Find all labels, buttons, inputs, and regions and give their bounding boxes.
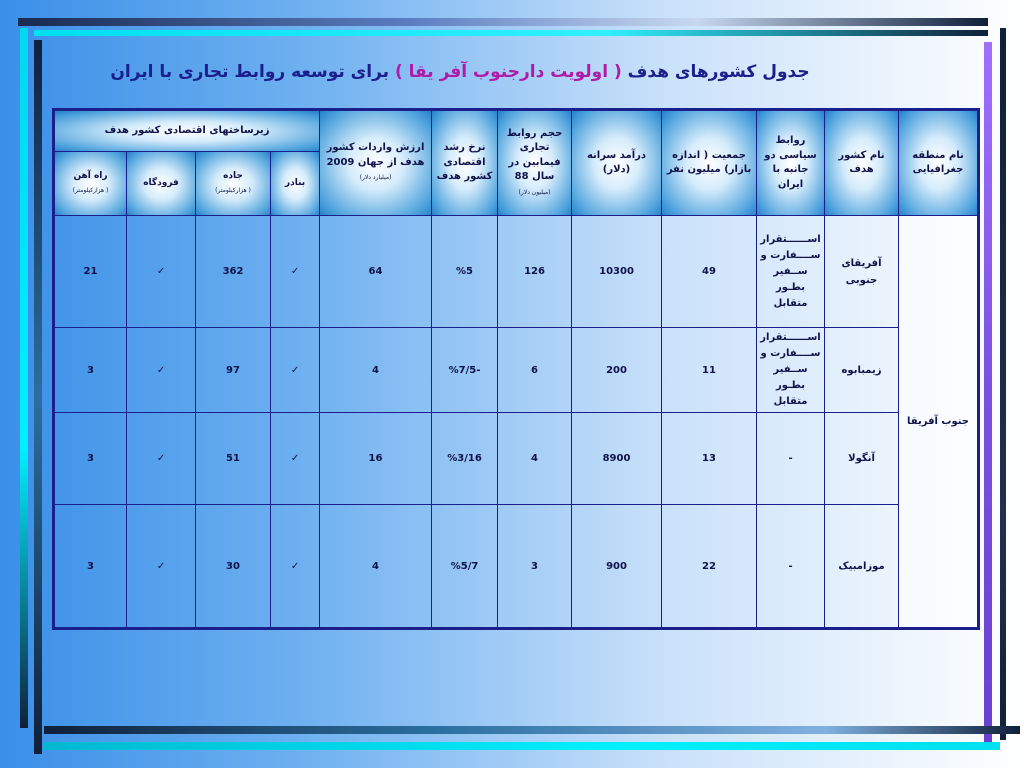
imports-cell: 4 xyxy=(320,505,432,629)
imports-cell: 4 xyxy=(320,328,432,413)
frame-bar-left-inner xyxy=(34,40,42,754)
frame-bar-right-inner xyxy=(984,42,992,742)
country-cell: زیمبابوه xyxy=(825,328,899,413)
income-cell: 10300 xyxy=(572,216,662,328)
table-row xyxy=(54,413,979,505)
population-cell: 49 xyxy=(662,216,757,328)
country-cell: موزامبیک xyxy=(825,505,899,629)
header-growth: نرخ رشد اقتصادی کشور هدف xyxy=(432,110,498,216)
trade-cell: 4 xyxy=(498,413,572,505)
table-row xyxy=(54,216,979,328)
ports-check-icon: ✓ xyxy=(271,328,320,413)
country-cell: آفریقای جنوبی xyxy=(825,216,899,328)
ports-check-icon: ✓ xyxy=(271,505,320,629)
page-title xyxy=(60,62,860,82)
frame-bar-left-outer xyxy=(20,28,28,728)
population-cell: 22 xyxy=(662,505,757,629)
airports-check-icon: ✓ xyxy=(127,328,196,413)
rail-cell: 3 xyxy=(54,328,127,413)
rail-cell: 3 xyxy=(54,413,127,505)
airports-check-icon: ✓ xyxy=(127,505,196,629)
relations-cell: اســــــتقرار ســــفارت و ســفیر بطـور متقابل xyxy=(757,216,825,328)
region-cell: جنوب آفریقا xyxy=(899,216,979,629)
header-trade-unit: (میلیون دلار) xyxy=(518,188,551,196)
table-row xyxy=(54,505,979,629)
growth-cell: %3/16 xyxy=(432,413,498,505)
header-imports-label: ارزش واردات کشور هدف از جهان 2009 xyxy=(326,142,425,168)
relations-cell: اســــــتقرار ســــفارت و ســفیر بطـور متقابل xyxy=(757,328,825,413)
trade-cell: 6 xyxy=(498,328,572,413)
title-part-3: برای توسعه روابط تجاری با ایران xyxy=(110,62,390,82)
airports-check-icon: ✓ xyxy=(127,413,196,505)
roads-cell: 30 xyxy=(196,505,271,629)
rail-cell: 3 xyxy=(54,505,127,629)
roads-cell: 97 xyxy=(196,328,271,413)
header-population: جمعیت ( اندازه بازار) میلیون نفر xyxy=(662,110,757,216)
country-cell: آنگولا xyxy=(825,413,899,505)
trade-cell: 126 xyxy=(498,216,572,328)
population-cell: 11 xyxy=(662,328,757,413)
header-trade xyxy=(498,110,572,216)
header-country: نام کشور هدف xyxy=(825,110,899,216)
population-cell: 13 xyxy=(662,413,757,505)
airports-check-icon: ✓ xyxy=(127,216,196,328)
frame-bar-top-outer xyxy=(18,18,988,26)
imports-cell: 16 xyxy=(320,413,432,505)
header-relations: روابط سیاسی دو جانبه با ایران xyxy=(757,110,825,216)
imports-cell: 64 xyxy=(320,216,432,328)
header-infrastructure: زیرساختهای اقتصادی کشور هدف xyxy=(54,110,320,152)
header-rail-label: راه آهن xyxy=(73,171,108,182)
income-cell: 8900 xyxy=(572,413,662,505)
header-rail-unit: ( هزارکیلومتر) xyxy=(72,186,109,194)
ports-check-icon: ✓ xyxy=(271,216,320,328)
growth-cell: %5 xyxy=(432,216,498,328)
header-roads-unit: ( هزارکیلومتر) xyxy=(215,186,251,194)
income-cell: 200 xyxy=(572,328,662,413)
header-imports-unit: (میلیارد دلار) xyxy=(359,174,392,182)
relations-cell: - xyxy=(757,505,825,629)
rail-cell: 21 xyxy=(54,216,127,328)
header-region: نام منطقه جغرافیایی xyxy=(899,110,979,216)
header-imports xyxy=(320,110,432,216)
frame-bar-right-outer xyxy=(1000,28,1006,740)
roads-cell: 51 xyxy=(196,413,271,505)
roads-cell: 362 xyxy=(196,216,271,328)
header-ports: بنادر xyxy=(271,152,320,216)
growth-cell: -%7/5 xyxy=(432,328,498,413)
income-cell: 900 xyxy=(572,505,662,629)
header-roads xyxy=(196,152,271,216)
header-roads-label: جاده xyxy=(223,171,243,182)
title-part-1: جدول کشورهای هدف xyxy=(627,62,810,82)
header-trade-label: حجم روابط تجاری فیمابین در سال 88 xyxy=(506,127,563,183)
trade-cell: 3 xyxy=(498,505,572,629)
frame-bar-bottom-inner xyxy=(44,726,1020,734)
table-row xyxy=(54,328,979,413)
relations-cell: - xyxy=(757,413,825,505)
header-rail xyxy=(54,152,127,216)
ports-check-icon: ✓ xyxy=(271,413,320,505)
header-income: درآمد سرانه (دلار) xyxy=(572,110,662,216)
header-airports: فرودگاه xyxy=(127,152,196,216)
growth-cell: %5/7 xyxy=(432,505,498,629)
title-highlight: ( اولویت دارجنوب آفر یقا ) xyxy=(394,62,622,82)
target-countries-table xyxy=(52,108,980,630)
frame-bar-bottom-outer xyxy=(44,742,1000,750)
frame-bar-top-inner xyxy=(34,30,988,36)
